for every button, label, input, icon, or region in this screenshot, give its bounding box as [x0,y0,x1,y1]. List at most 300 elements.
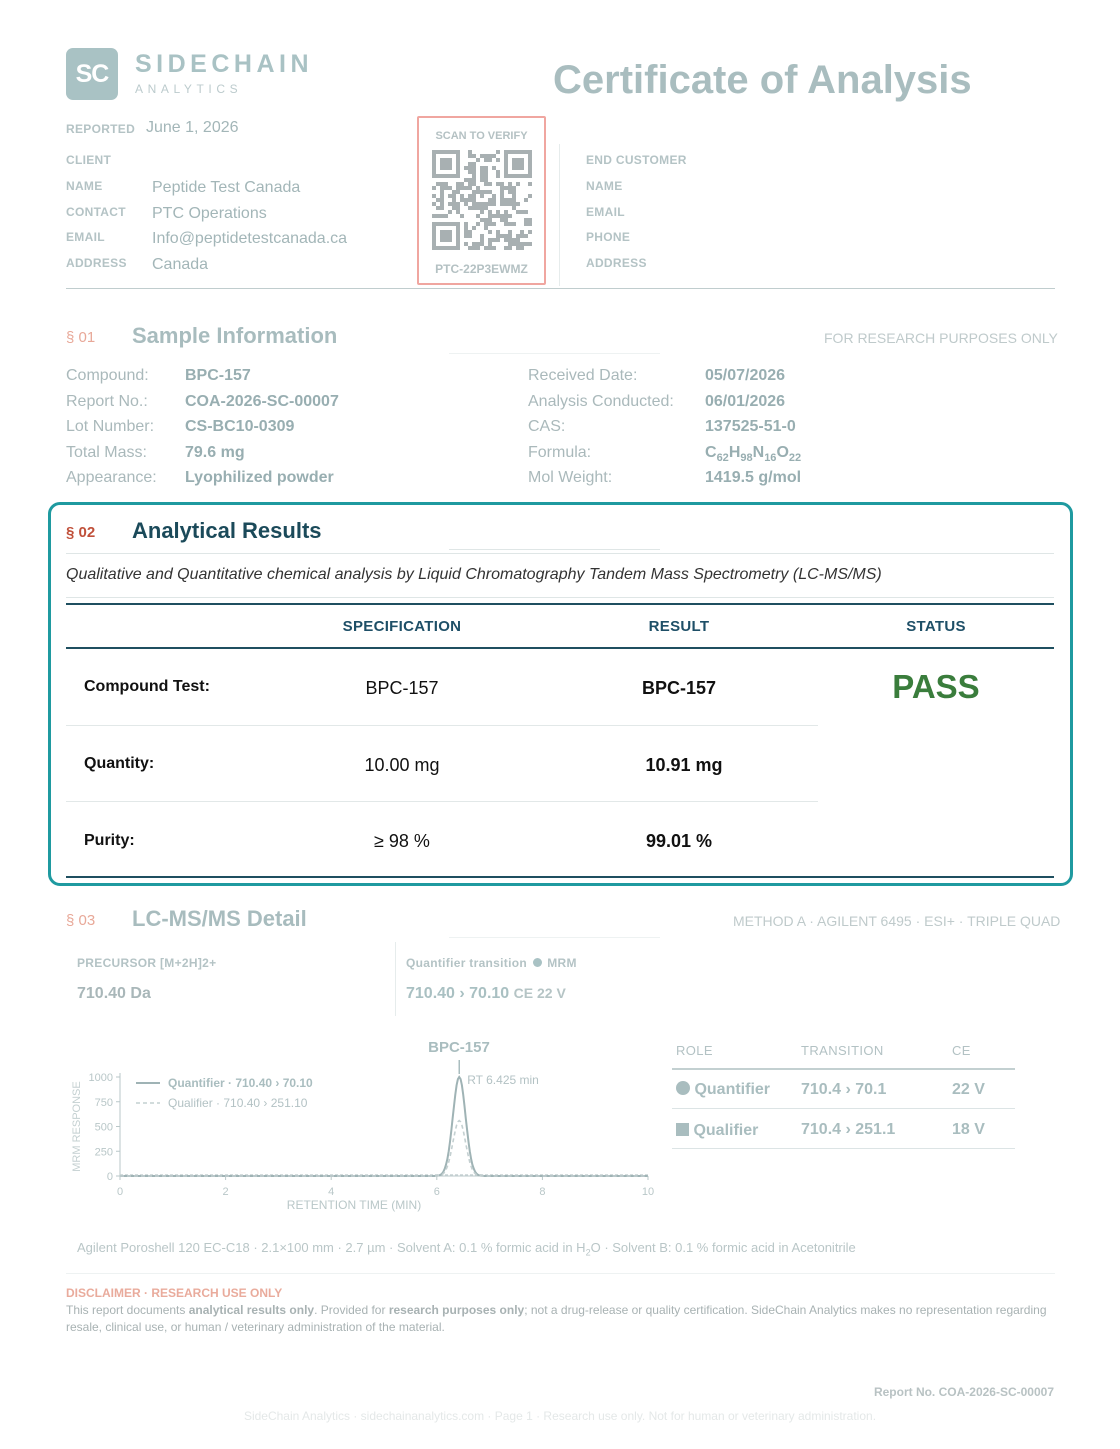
qr-module [508,198,512,202]
qr-module [516,246,520,250]
qr-module [496,230,500,234]
qr-module [448,210,452,214]
qr-module [440,158,452,170]
compound-test-spec: BPC-157 [365,678,439,698]
cas-label: CAS: [528,418,566,435]
qr-module [516,202,520,206]
qr-module [464,186,468,190]
qr-module [496,182,500,186]
qr-module [524,198,528,202]
column-note-subscript: 2 [585,1247,591,1258]
qr-module [488,218,492,222]
report-no-label: Report No.: [66,393,148,410]
y-axis-label: MRM RESPONSE [71,1081,83,1172]
column-note-part2: O · Solvent B: 0.1 % formic acid in Acetonitrile [590,1240,856,1255]
reported-date: June 1, 2026 [146,119,239,136]
section2-number: § 02 [66,524,96,541]
qr-module [516,234,520,238]
result-header: RESULT [648,618,710,635]
qr-module [480,178,484,182]
end-customer-address-label: ADDRESS [586,256,647,270]
qr-module [500,190,504,194]
transitions-row-rule [672,1108,1015,1109]
page-footer: SideChain Analytics · sidechainanalytics.com · Page 1 · Research use only. Not for human or veterinary administration. [243,1409,877,1423]
qr-module [500,194,504,198]
reported-label: REPORTED [66,122,136,136]
qr-module [460,182,464,186]
qr-module [504,238,508,242]
qr-module [440,186,444,190]
qr-module [512,222,516,226]
qr-module [520,242,524,246]
qr-module [472,190,476,194]
qr-module [488,238,492,242]
qualifier-transition: 710.4 › 251.1 [801,1121,896,1138]
qr-verify-panel[interactable] [417,116,546,285]
status-header: STATUS [906,618,966,635]
qr-module [500,182,504,186]
method-note: METHOD A · AGILENT 6495 · ESI+ · TRIPLE QUAD [733,913,1061,929]
x-tick-label: 6 [433,1186,440,1198]
qr-module [480,202,484,206]
qr-module [476,206,480,210]
section3-number: § 03 [66,912,96,929]
qr-module [524,242,528,246]
qr-module [476,158,480,162]
qr-module [476,246,480,250]
document-title: Certificate of Analysis [553,58,972,102]
qr-module [456,210,460,214]
qr-module [488,214,492,218]
qr-module [488,190,492,194]
formula-h: H [728,444,741,461]
purity-result: 99.01 % [645,831,713,851]
qr-module [480,190,484,194]
end-customer-heading: END CUSTOMER [586,153,687,167]
qr-module [504,214,508,218]
qr-module [468,170,472,174]
qr-module [480,174,484,178]
section1-title-rule [449,353,660,354]
qr-module [476,190,480,194]
qr-module [528,182,532,186]
section2-title-rule [449,549,660,550]
client-name-label: NAME [66,179,103,193]
qr-module [432,214,436,218]
qr-module [488,202,492,206]
qr-module [456,186,460,190]
client-heading: CLIENT [66,153,112,167]
received-date-label: Received Date: [528,367,638,384]
qr-module [444,186,448,190]
qr-module [492,166,496,170]
qr-module [452,206,456,210]
qr-module [504,246,508,250]
qualifier-trace [120,1121,648,1176]
qr-module [440,194,444,198]
quantifier-transition-ce: CE 22 V [513,985,566,1001]
qr-module [512,238,516,242]
y-tick-label: 250 [94,1146,113,1159]
qr-module [488,222,492,226]
row1-rule [66,725,818,726]
results-bottom-rule [66,876,1054,878]
qr-module [504,198,508,202]
qr-module [508,190,512,194]
legend-qualifier-label: Qualifier · 710.40 › 251.10 [168,1096,308,1110]
qualifier-role: Qualifier [693,1122,759,1139]
qr-module [464,198,468,202]
report-no-value: COA-2026-SC-00007 [185,393,339,410]
transitions-header-rule [672,1068,1015,1070]
qr-module [484,206,488,210]
qr-module [480,206,484,210]
qr-module [512,202,516,206]
qr-module [452,194,456,198]
y-tick-label: 500 [94,1121,113,1134]
formula-n: N [752,444,765,461]
qr-module [520,234,524,238]
qr-module [500,214,504,218]
quantity-label: Quantity: [84,755,155,772]
qr-module [492,194,496,198]
qr-module [508,182,512,186]
qr-module [464,202,468,206]
header-divider [559,144,560,286]
qr-module [456,182,460,186]
qr-module [452,198,456,202]
qr-module [472,194,476,198]
qr-module [496,238,500,242]
compound-test-label: Compound Test: [84,678,210,695]
compound-test-result: BPC-157 [641,678,717,698]
analysis-date-label: Analysis Conducted: [528,393,674,410]
qr-module [468,246,472,250]
formula-c-count: 62 [716,452,729,465]
compound-label: Compound: [66,367,149,384]
qr-module [472,246,476,250]
purity-spec: ≥ 98 % [374,831,430,851]
qr-module [496,210,500,214]
qr-module [512,242,516,246]
chart-title: BPC-157 [428,1039,490,1056]
compound-value: BPC-157 [185,367,251,384]
qr-module [492,238,496,242]
qr-module [520,210,524,214]
qr-module [472,178,476,182]
qr-module [484,178,488,182]
qr-module [440,230,452,242]
disclaimer-text-1: This report documents [66,1303,189,1317]
quantifier-circle-icon [676,1081,690,1095]
qr-module [436,214,440,218]
qr-module [480,234,484,238]
disclaimer-bold-1: analytical results only [188,1303,315,1317]
qr-module [528,242,532,246]
x-tick-label: 2 [222,1186,229,1198]
qr-module [456,206,460,210]
qr-module [436,206,440,210]
qr-module [436,198,440,202]
qr-module [468,186,472,190]
qr-module [528,222,532,226]
client-email-label: EMAIL [66,230,105,244]
formula-c: C [705,444,717,461]
spec-header: SPECIFICATION [342,618,462,635]
chromatogram-chart [60,1030,670,1220]
qr-module [496,214,500,218]
qr-module [480,194,484,198]
quantifier-transition-mz: 710.40 › 70.10 [406,985,510,1002]
qr-module [464,226,468,230]
formula-h-count: 98 [740,452,753,465]
disclaimer-text [66,1302,1058,1336]
qr-module [496,234,500,238]
qualifier-ce: 18 V [952,1121,985,1138]
qr-module [432,202,436,206]
appearance-value: Lyophilized powder [185,469,334,486]
qr-module [472,174,476,178]
qr-module [468,166,472,170]
qr-module [468,206,472,210]
qr-module [496,170,500,174]
qr-module [452,190,456,194]
disclaimer-rule [66,1273,1055,1274]
y-tick-label: 1000 [88,1072,113,1084]
qr-module [448,186,452,190]
qr-module [432,186,436,190]
x-tick-label: 0 [116,1186,124,1198]
qr-code-image[interactable] [432,150,532,250]
qr-module [524,234,528,238]
qr-module [464,178,468,182]
qr-module [460,194,464,198]
qr-module [496,158,500,162]
qr-module [440,190,444,194]
qr-module [496,174,500,178]
qr-module [512,158,524,170]
qr-module [448,194,452,198]
lot-number-label: Lot Number: [66,418,155,435]
mol-weight-label: Mol Weight: [528,469,613,486]
column-note-part1: Agilent Poroshell 120 EC-C18 · 2.1×100 mm · 2.7 µm · Solvent A: 0.1 % formic acid in H [77,1240,586,1255]
results-header-rule [66,647,1054,649]
formula-o-count: 22 [788,452,802,465]
qr-module [484,226,488,230]
qr-module [476,222,480,226]
qr-module [464,166,468,170]
quantifier-trace [120,1077,648,1176]
x-axis-label: RETENTION TIME (MIN) [286,1198,422,1212]
qr-module [472,170,476,174]
qr-module [492,154,496,158]
qr-module [512,198,516,202]
qr-module [512,194,516,198]
qr-module [456,190,460,194]
qr-module [468,150,472,154]
qr-module [488,230,492,234]
disclaimer-text-3: ; not a drug-release or quality certification. SideChain Analytics makes no representation regarding resale, clinical use, or human / veterinary administration of the material. [66,1303,1047,1334]
transition-row-quantifier [676,1081,770,1099]
qr-module [488,158,492,162]
qr-module [484,166,488,170]
qr-module [508,186,512,190]
qr-module [472,154,476,158]
qr-module [520,230,524,234]
end-customer-email-label: EMAIL [586,205,625,219]
qr-module [472,202,476,206]
section2-rule-mid [66,597,1054,598]
qr-module [468,162,472,166]
quantifier-transition: 710.4 › 70.1 [801,1081,887,1098]
qr-module [488,198,492,202]
qr-module [500,202,504,206]
client-address: Canada [152,256,209,273]
y-tick-label: 750 [94,1096,113,1109]
qr-module [504,210,508,214]
qr-module [492,198,496,202]
rt-annotation: RT 6.425 min [467,1073,539,1087]
qualifier-square-icon [676,1123,689,1136]
qr-module [484,154,488,158]
total-mass-label: Total Mass: [66,444,147,461]
qr-module [500,218,504,222]
qr-module [508,238,512,242]
qr-code-id: PTC-22P3EWMZ [435,262,528,276]
quantity-spec: 10.00 mg [364,755,440,775]
client-address-label: ADDRESS [66,256,127,270]
qr-module [468,198,472,202]
qr-module [460,198,464,202]
disclaimer-bold-2: research purposes only [388,1303,525,1317]
qr-module [504,186,508,190]
qr-module [528,218,532,222]
qr-module [516,238,520,242]
received-date-value: 05/07/2026 [705,367,786,384]
detail-divider [395,942,396,1016]
qr-module [488,246,492,250]
transitions-bottom-rule [672,1148,1015,1149]
lot-number-value: CS-BC10-0309 [185,418,295,435]
qr-module [464,230,468,234]
qr-module [440,206,444,210]
qr-module [484,170,488,174]
mrm-dot-icon [533,958,542,967]
qr-module [508,246,512,250]
qr-module [484,174,488,178]
qr-module [440,198,444,202]
qr-module [508,214,512,218]
research-only-note: FOR RESEARCH PURPOSES ONLY [824,330,1058,346]
qr-module [484,182,488,186]
section3-title: LC-MS/MS Detail [132,906,307,931]
qr-module [504,222,508,226]
qr-module [472,242,476,246]
qr-module [460,214,464,218]
transition-row-qualifier [676,1122,758,1140]
client-contact-label: CONTACT [66,205,126,219]
mol-weight-value: 1419.5 g/mol [705,469,802,486]
qr-module [440,214,444,218]
qr-module [484,202,488,206]
qr-module [480,238,484,242]
analysis-date-value: 06/01/2026 [705,393,786,410]
brand-name: SIDECHAIN [135,50,314,78]
qr-module [468,182,472,186]
quantifier-transition-value [406,985,566,1003]
total-mass-value: 79.6 mg [185,444,245,461]
results-table-top-rule [66,603,1054,605]
qr-module [472,206,476,210]
client-email: Info@peptidetestcanada.ca [152,230,348,247]
x-tick-label: 10 [641,1186,655,1198]
method-description: Qualitative and Quantitative chemical analysis by Liquid Chromatography Tandem Mass Spectrometry (LC-MS/MS) [66,566,882,583]
formula-label: Formula: [528,444,592,461]
qr-module [464,222,468,226]
qr-module [476,186,480,190]
section2-title: Analytical Results [132,518,322,543]
brand-subtitle: ANALYTICS [135,82,243,96]
client-name: Peptide Test Canada [152,179,301,196]
qr-module [468,234,472,238]
qr-module [512,190,516,194]
qr-module [472,166,476,170]
qr-module [488,210,492,214]
qr-module [480,170,484,174]
qr-module [484,190,488,194]
qr-module [480,210,484,214]
qr-module [484,218,488,222]
client-contact: PTC Operations [152,205,267,222]
qr-module [460,186,464,190]
qr-module [472,182,476,186]
qr-module [500,198,504,202]
qr-module [436,182,440,186]
disclaimer-title: DISCLAIMER · RESEARCH USE ONLY [66,1286,283,1300]
qr-module [508,202,512,206]
qr-module [528,194,532,198]
appearance-label: Appearance: [66,469,157,486]
status-pass-badge: PASS [892,668,980,705]
qr-module [504,202,508,206]
quantifier-role: Quantifier [694,1081,771,1098]
mrm-label: MRM [547,956,577,970]
qr-module [512,206,516,210]
qr-module [516,210,520,214]
qr-module [440,182,444,186]
legend-quantifier-label: Quantifier · 710.40 › 70.10 [168,1076,313,1090]
qr-module [480,218,484,222]
qr-module [508,242,512,246]
qr-module [472,226,476,230]
row2-rule [66,801,818,802]
qr-module [440,202,444,206]
qr-module [488,242,492,246]
brand-logo: SC [66,48,118,100]
qr-module [508,222,512,226]
column-note [77,1240,856,1258]
section2-rule-top [66,553,1054,554]
qr-module [508,234,512,238]
quantity-result: 10.91 mg [645,755,723,775]
qr-module [492,246,496,250]
end-customer-name-label: NAME [586,179,623,193]
formula-o: O [776,444,789,461]
qr-module [472,198,476,202]
qr-module [512,186,516,190]
qr-module [456,202,460,206]
x-tick-label: 8 [539,1186,546,1198]
